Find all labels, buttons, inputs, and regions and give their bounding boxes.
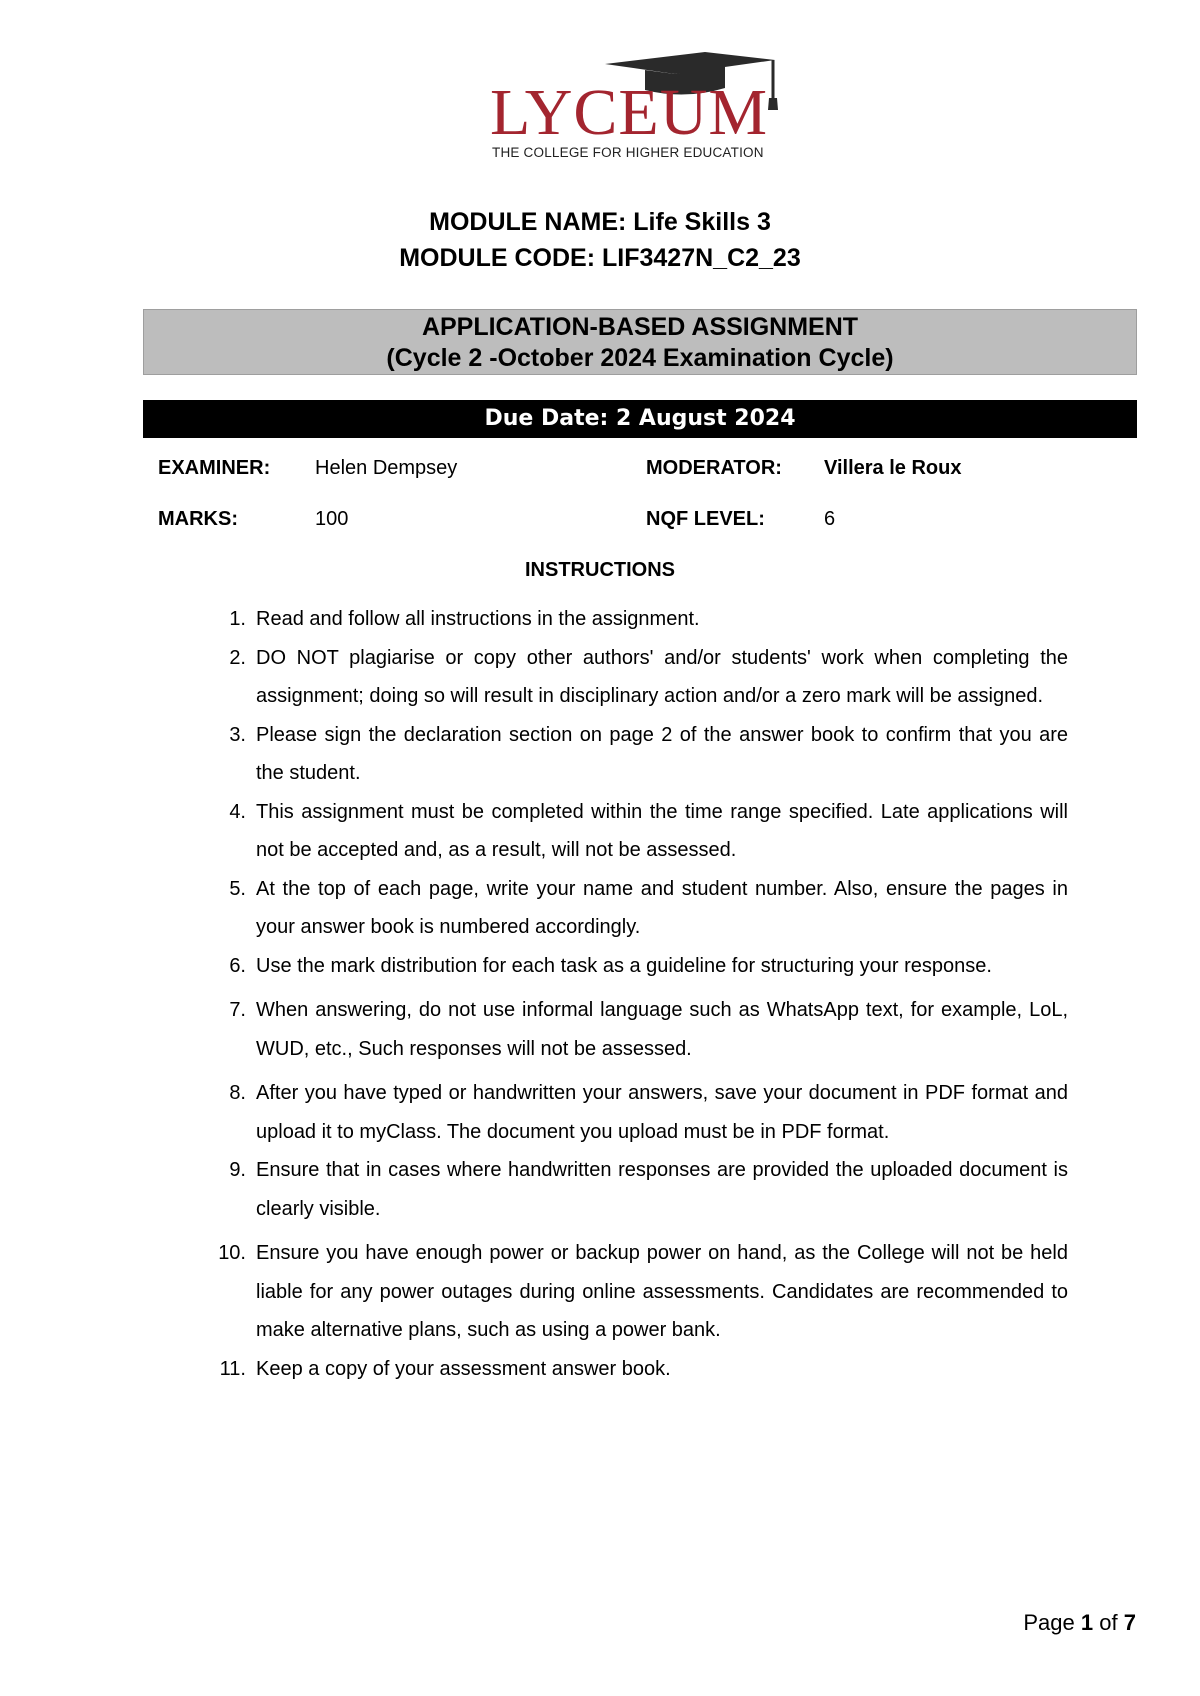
page-of-word: of [1099,1610,1118,1635]
list-item [200,991,1068,1068]
list-item-number: 8. [229,1082,246,1104]
list-item [200,1350,1068,1389]
due-date-bar: Due Date: 2 August 2024 [143,400,1137,438]
assignment-banner [143,309,1137,375]
list-item-number: 3. [229,723,246,746]
list-item-number: 11. [219,1357,246,1380]
list-item-text: When answering, do not use informal language such as WhatsApp text, for example, LoL, WUD, etc., Such responses will not be assessed. [256,999,1068,1060]
instructions-list [200,600,1068,1388]
list-item [200,716,1068,793]
marks-label: MARKS: [158,508,238,530]
list-item-text: At the top of each page, write your name and student number. Also, ensure the pages in your answer book is numbered accordingly. [256,877,1068,938]
list-item-number: 9. [229,1159,246,1181]
page-total: 7 [1123,1610,1136,1635]
lyceum-logo [490,50,800,170]
module-header [0,204,1200,276]
nqf-level-value: 6 [824,508,836,530]
list-item-text: Ensure you have enough power or backup power on hand, as the College will not be held liable for any power outages during online assessments. Candidates are recommended to make alternative plans, such as using a power bank. [256,1242,1068,1341]
module-name: MODULE NAME: Life Skills 3 [429,208,771,236]
examiner-label: EXAMINER: [158,457,271,479]
module-code: MODULE CODE: LIF3427N_C2_23 [399,244,801,272]
list-item [200,600,1068,639]
assignment-cycle: (Cycle 2 -October 2024 Examination Cycle) [386,344,894,372]
list-item [200,1234,1068,1350]
list-item-text: DO NOT plagiarise or copy other authors' and/or students' work when completing the assignment; doing so will result in disciplinary action and/or a zero mark will be assigned. [256,646,1068,707]
list-item [200,1151,1068,1228]
list-item [200,1074,1068,1151]
page-number [1023,1610,1136,1636]
list-item [200,947,1068,986]
examiner-value: Helen Dempsey [315,457,458,479]
moderator-value: Villera le Roux [824,457,962,479]
list-item [200,793,1068,870]
list-item-number: 1. [229,608,246,630]
assignment-title: APPLICATION-BASED ASSIGNMENT [421,313,859,341]
list-item [200,870,1068,947]
list-item-text: After you have typed or handwritten your answers, save your document in PDF format and upload it to myClass. The document you upload must be in PDF format. [256,1082,1068,1143]
moderator-label: MODERATOR: [646,457,782,479]
list-item-number: 10. [218,1242,246,1264]
marks-value: 100 [315,508,349,530]
nqf-level-label: NQF LEVEL: [646,508,765,530]
list-item-text: Read and follow all instructions in the assignment. [256,608,700,630]
list-item-text: Ensure that in cases where handwritten responses are provided the uploaded document is clearly visible. [256,1159,1068,1220]
list-item-number: 6. [229,954,246,977]
list-item-text: Use the mark distribution for each task as a guideline for structuring your response. [256,954,992,977]
list-item-text: Keep a copy of your assessment answer book. [256,1357,671,1380]
list-item-number: 2. [229,646,246,669]
list-item-number: 4. [229,800,246,823]
instructions-heading: INSTRUCTIONS [525,559,675,581]
logo-tagline: THE COLLEGE FOR HIGHER EDUCATION [492,145,764,160]
logo-wordmark: LYCEUM [490,76,769,149]
page-word: Page [1023,1610,1075,1635]
list-item-number: 5. [229,877,246,900]
list-item-text: This assignment must be completed within the time range specified. Late applications will not be accepted and, as a result, will not be assessed. [256,800,1068,861]
list-item [200,639,1068,716]
page-current: 1 [1080,1610,1094,1635]
list-item-text: Please sign the declaration section on page 2 of the answer book to confirm that you are the student. [256,723,1068,784]
list-item-number: 7. [229,999,246,1021]
